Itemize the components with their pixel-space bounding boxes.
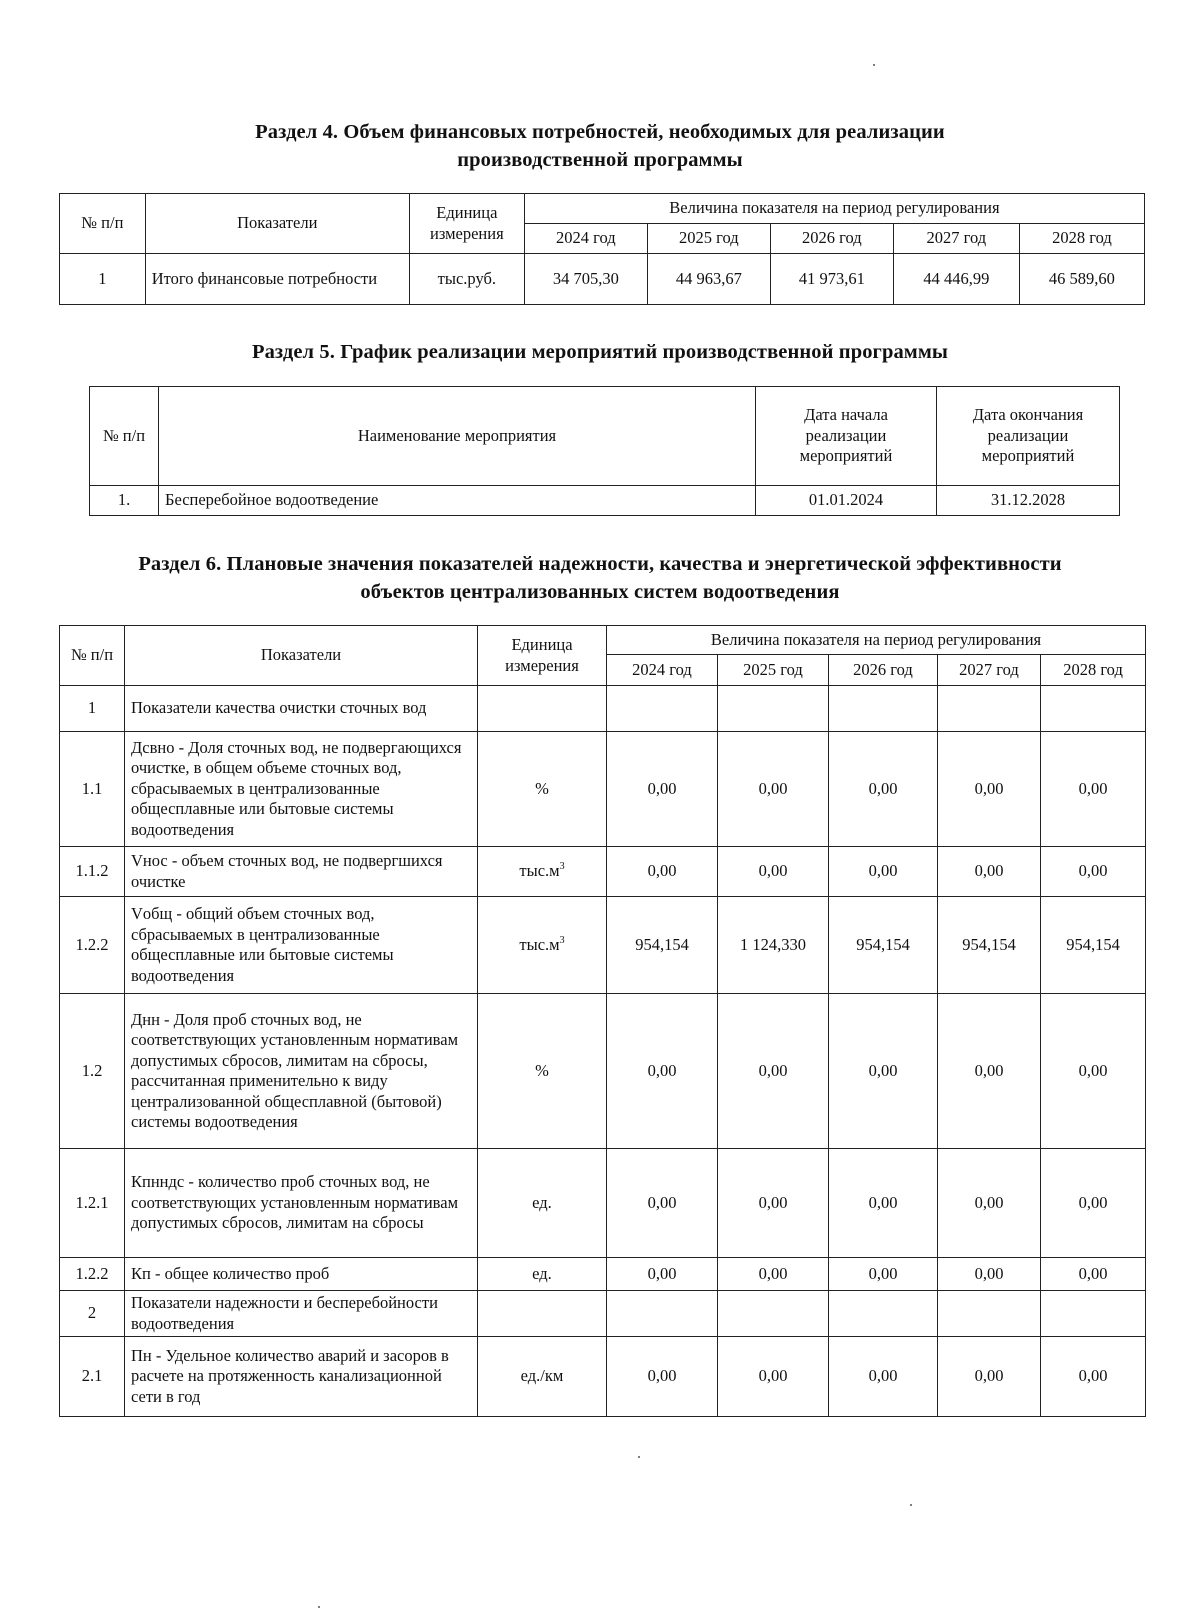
table-row [60, 1337, 1146, 1417]
s6-row-num: 1.2.1 [60, 1149, 125, 1258]
scan-speck [873, 64, 875, 66]
s4-row-indicator: Итого финансовые потребности [145, 254, 409, 305]
s6-value: 0,00 [718, 994, 829, 1149]
s4-header-indicator: Показатели [145, 194, 409, 254]
s6-value: 0,00 [1041, 732, 1146, 847]
s4-year: 2024 год [524, 224, 647, 254]
s6-row-unit [478, 994, 607, 1149]
section6-title-line1: Раздел 6. Плановые значения показателей надежности, качества и энергетической эффективности [138, 553, 1062, 575]
s6-value [718, 686, 829, 732]
s6-row-unit [478, 1291, 607, 1337]
s6-value: 0,00 [829, 1258, 938, 1291]
s6-value: 0,00 [829, 732, 938, 847]
s6-row-unit [478, 1337, 607, 1417]
s6-row-unit-text: ед./км [520, 1366, 564, 1386]
s6-value [718, 1291, 829, 1337]
s6-value: 0,00 [607, 1258, 718, 1291]
s6-header-period: Величина показателя на период регулирования [607, 626, 1146, 655]
table-row [60, 1149, 1146, 1258]
s6-year: 2026 год [829, 655, 938, 686]
s6-value [829, 1291, 938, 1337]
s6-value: 0,00 [607, 1337, 718, 1417]
section6-title [40, 550, 1160, 606]
s6-row-unit [478, 732, 607, 847]
s6-value: 0,00 [718, 1258, 829, 1291]
s6-year: 2024 год [607, 655, 718, 686]
section4-title [150, 118, 1050, 174]
table-row [60, 1291, 1146, 1337]
s6-year: 2028 год [1041, 655, 1146, 686]
scan-speck [910, 1504, 912, 1506]
s6-row-indicator: Показатели качества очистки сточных вод [125, 686, 478, 732]
s6-value: 0,00 [1041, 1258, 1146, 1291]
s5-header-name: Наименование мероприятия [159, 387, 756, 486]
s6-year: 2025 год [718, 655, 829, 686]
s6-row-unit [478, 847, 607, 897]
s6-value [829, 686, 938, 732]
s4-row-unit: тыс.руб. [409, 254, 524, 305]
table-row [60, 686, 1146, 732]
s6-value [938, 686, 1041, 732]
s6-value: 0,00 [607, 1149, 718, 1258]
s5-header-end: Дата окончания реализации мероприятий [937, 387, 1120, 486]
section6-table [59, 625, 1146, 1417]
s6-row-num: 1.2 [60, 994, 125, 1149]
s6-row-unit [478, 686, 607, 732]
table-row [60, 897, 1146, 994]
s6-row-indicator: Vнос - объем сточных вод, не подвергшихся очистке [125, 847, 478, 897]
s6-row-unit-text: ед. [532, 1263, 552, 1283]
s5-header-start: Дата начала реализации мероприятий [756, 387, 937, 486]
scan-speck [638, 1456, 640, 1458]
table-row [60, 732, 1146, 847]
s6-value: 0,00 [718, 732, 829, 847]
s6-value: 954,154 [938, 897, 1041, 994]
s6-value: 0,00 [1041, 994, 1146, 1149]
s6-value: 0,00 [938, 1258, 1041, 1291]
section4-title-line1: Раздел 4. Объем финансовых потребностей, необходимых для реализации [255, 121, 945, 143]
s6-row-num: 1.1.2 [60, 847, 125, 897]
s6-row-unit-text: % [535, 778, 549, 798]
s6-value [607, 686, 718, 732]
section5-table [89, 386, 1120, 516]
s6-value: 0,00 [829, 847, 938, 897]
section6-title-line2: объектов централизованных систем водоотведения [360, 581, 840, 603]
section4-title-line2: производственной программы [457, 149, 743, 171]
s6-row-unit-text: тыс.м [519, 934, 560, 954]
s6-row-unit [478, 1258, 607, 1291]
s6-value: 0,00 [718, 847, 829, 897]
table-row [60, 994, 1146, 1149]
s6-value: 0,00 [718, 1149, 829, 1258]
s6-row-indicator: Кп - общее количество проб [125, 1258, 478, 1291]
s6-value: 954,154 [1041, 897, 1146, 994]
s4-value: 44 446,99 [893, 254, 1019, 305]
s6-row-unit-superscript: 3 [559, 861, 565, 873]
section5-title-text: Раздел 5. График реализации мероприятий производственной программы [251, 341, 949, 363]
s4-value: 46 589,60 [1019, 254, 1144, 305]
s6-value: 0,00 [607, 994, 718, 1149]
s6-value: 0,00 [1041, 847, 1146, 897]
table-row [60, 1258, 1146, 1291]
s6-row-indicator: Кпнндс - количество проб сточных вод, не соответствующих установленным нормативам допустимых сбросов, лимитам на сбросы [125, 1149, 478, 1258]
s5-header-num: № п/п [90, 387, 159, 486]
s6-value: 0,00 [938, 994, 1041, 1149]
s6-value [1041, 1291, 1146, 1337]
s6-value: 0,00 [607, 732, 718, 847]
section5-title [100, 338, 1100, 366]
s6-row-indicator: Днн - Доля проб сточных вод, не соответствующих установленным нормативам допустимых сбросов, лимитам на сбросы, рассчитанная применительно к виду централизованной общесплавной (бытовой) системы водоотведения [125, 994, 478, 1149]
s6-value [938, 1291, 1041, 1337]
s6-row-unit [478, 897, 607, 994]
s4-year: 2025 год [647, 224, 770, 254]
section4-table [59, 193, 1145, 305]
s6-value: 0,00 [938, 732, 1041, 847]
scan-speck [318, 1606, 320, 1608]
s6-value: 0,00 [829, 1337, 938, 1417]
s6-value: 0,00 [1041, 1337, 1146, 1417]
s6-row-unit-text: тыс.м [519, 861, 560, 881]
s6-value: 1 124,330 [718, 897, 829, 994]
table-row [60, 254, 1145, 305]
s6-row-indicator: Vобщ - общий объем сточных вод, сбрасываемых в централизованные общесплавные или бытовые системы водоотведения [125, 897, 478, 994]
s5-row-num: 1. [90, 486, 159, 516]
s5-row-name: Бесперебойное водоотведение [159, 486, 756, 516]
s6-row-num: 1.2.2 [60, 897, 125, 994]
s4-year: 2028 год [1019, 224, 1144, 254]
s6-value: 0,00 [1041, 1149, 1146, 1258]
s6-header-unit: Единица измерения [478, 626, 607, 686]
s6-row-indicator: Показатели надежности и бесперебойности водоотведения [125, 1291, 478, 1337]
s6-row-unit-superscript: 3 [559, 934, 565, 946]
s6-value: 0,00 [829, 994, 938, 1149]
s4-value: 34 705,30 [524, 254, 647, 305]
s6-header-indicator: Показатели [125, 626, 478, 686]
s6-value: 954,154 [607, 897, 718, 994]
s6-year: 2027 год [938, 655, 1041, 686]
s6-row-num: 1.2.2 [60, 1258, 125, 1291]
s6-row-indicator: Пн - Удельное количество аварий и засоров в расчете на протяженность канализационной сети в год [125, 1337, 478, 1417]
s6-value: 954,154 [829, 897, 938, 994]
table-row [60, 847, 1146, 897]
s6-row-num: 1 [60, 686, 125, 732]
s6-row-indicator: Дсвно - Доля сточных вод, не подвергающихся очистке, в общем объеме сточных вод, сбрасываемых в централизованные общесплавные или бытовые системы водоотведения [125, 732, 478, 847]
s4-header-unit: Единица измерения [409, 194, 524, 254]
s6-value: 0,00 [938, 1149, 1041, 1258]
s4-value: 41 973,61 [770, 254, 893, 305]
s6-value [1041, 686, 1146, 732]
s6-value: 0,00 [829, 1149, 938, 1258]
s6-row-unit [478, 1149, 607, 1258]
s6-header-num: № п/п [60, 626, 125, 686]
s6-value: 0,00 [938, 1337, 1041, 1417]
s6-value [607, 1291, 718, 1337]
s6-row-num: 2 [60, 1291, 125, 1337]
s6-row-unit-text: ед. [532, 1192, 552, 1212]
s6-value: 0,00 [718, 1337, 829, 1417]
s4-header-num: № п/п [60, 194, 146, 254]
s4-row-num: 1 [60, 254, 146, 305]
s4-year: 2027 год [893, 224, 1019, 254]
s4-header-period: Величина показателя на период регулирования [524, 194, 1144, 224]
s6-row-unit-text: % [535, 1060, 549, 1080]
s5-row-end: 31.12.2028 [937, 486, 1120, 516]
s6-row-num: 2.1 [60, 1337, 125, 1417]
table-row [90, 486, 1120, 516]
s6-row-num: 1.1 [60, 732, 125, 847]
s5-row-start: 01.01.2024 [756, 486, 937, 516]
s6-value: 0,00 [607, 847, 718, 897]
s4-value: 44 963,67 [647, 254, 770, 305]
s4-year: 2026 год [770, 224, 893, 254]
s6-value: 0,00 [938, 847, 1041, 897]
